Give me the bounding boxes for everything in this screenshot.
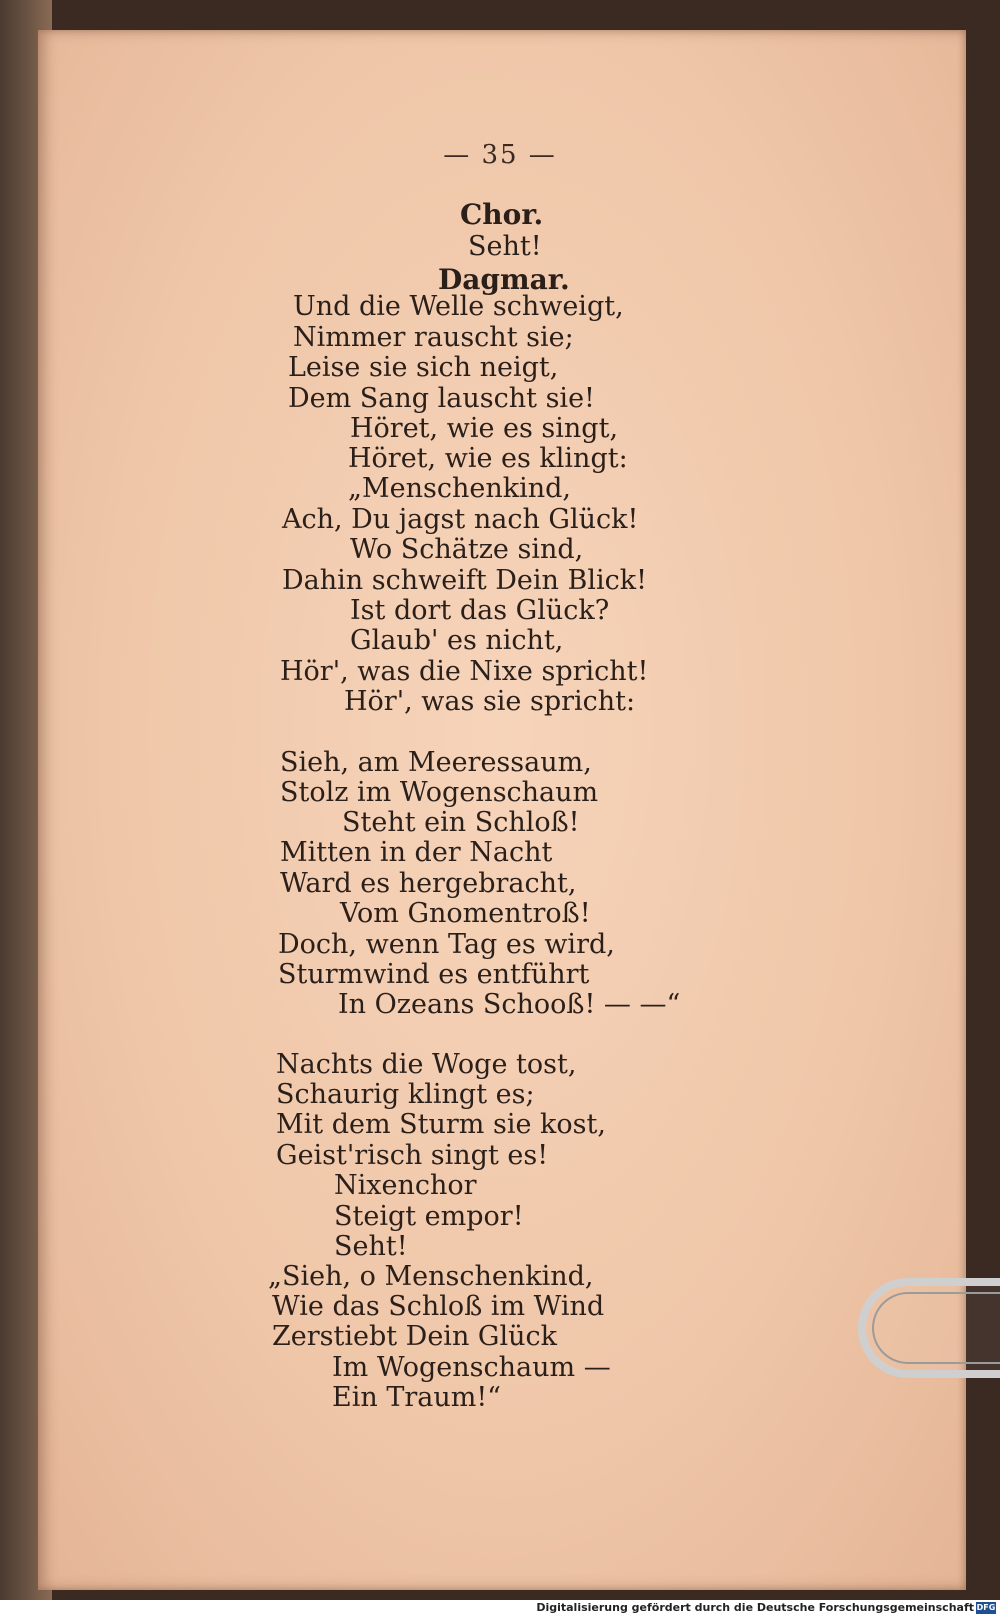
poem-line: Mitten in der Nacht — [280, 837, 553, 868]
poem-line: Schaurig klingt es; — [276, 1079, 535, 1110]
dfg-logo: DFG — [976, 1603, 996, 1612]
poem-line: Ward es hergebracht, — [280, 868, 577, 899]
poem-line: Wie das Schloß im Wind — [272, 1291, 605, 1322]
speaker-name: Dagmar. — [438, 263, 570, 296]
poem-line: Ein Traum!“ — [332, 1382, 501, 1413]
poem-line: Und die Welle schweigt, — [293, 291, 624, 322]
speaker-name: Chor. — [460, 198, 544, 231]
poem-line: „Sieh, o Menschenkind, — [268, 1261, 594, 1292]
poem-line: Hör', was die Nixe spricht! — [280, 656, 649, 687]
poem-line: Höret, wie es klingt: — [348, 443, 628, 474]
poem-line: Wo Schätze sind, — [350, 534, 584, 565]
poem-line: Hör', was sie spricht: — [344, 686, 636, 717]
poem-line: Steht ein Schloß! — [342, 807, 580, 838]
poem-line: „Menschenkind, — [348, 473, 571, 504]
poem-line: Nachts die Woge tost, — [276, 1049, 577, 1080]
poem-line: Sieh, am Meeressaum, — [280, 747, 592, 778]
digitization-credit: Digitalisierung gefördert durch die Deutsche Forschungsgemeinschaft — [536, 1601, 974, 1614]
page-number: — 35 — — [443, 140, 557, 170]
poem-line: Sturmwind es entführt — [278, 959, 590, 990]
poem-line: Stolz im Wogenschaum — [280, 777, 599, 808]
poem-line: In Ozeans Schooß! — —“ — [338, 989, 681, 1020]
poem-line: Dem Sang lauscht sie! — [288, 383, 595, 414]
poem-line: Nixenchor — [334, 1170, 477, 1201]
poem-line: Seht! — [468, 231, 542, 262]
poem-line: Seht! — [334, 1231, 408, 1262]
poem-line: Dahin schweift Dein Blick! — [282, 565, 647, 596]
poem-line: Glaub' es nicht, — [350, 625, 564, 656]
poem-line: Doch, wenn Tag es wird, — [278, 929, 615, 960]
poem-line: Leise sie sich neigt, — [288, 352, 559, 383]
poem-line: Zerstiebt Dein Glück — [272, 1321, 557, 1352]
poem-line: Ist dort das Glück? — [350, 595, 610, 626]
poem-line: Ach, Du jagst nach Glück! — [282, 504, 639, 535]
poem-line: Nimmer rauscht sie; — [293, 322, 574, 353]
poem-line: Steigt empor! — [334, 1201, 524, 1232]
poem-line: Vom Gnomentroß! — [340, 898, 591, 929]
poem-line: Im Wogenschaum — — [332, 1352, 611, 1383]
poem-line: Höret, wie es singt, — [350, 413, 619, 444]
poem-line: Mit dem Sturm sie kost, — [276, 1109, 606, 1140]
poem-line: Geist'risch singt es! — [276, 1140, 549, 1171]
paper-clip-inner — [872, 1292, 1000, 1364]
